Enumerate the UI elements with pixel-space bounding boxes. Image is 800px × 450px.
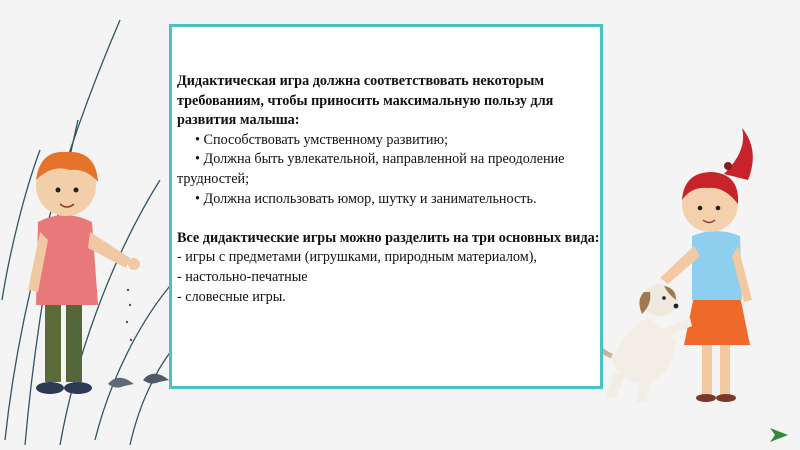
requirement-item: • Должна использовать юмор, шутку и занимательность.: [195, 190, 537, 207]
type-item: - игры с предметами (игрушками, природным материалом),: [177, 249, 537, 266]
boy-hand: [128, 258, 140, 270]
boy-shirt: [36, 215, 98, 305]
girl-illustration: [660, 128, 753, 402]
card-content: [177, 72, 603, 307]
requirement-item: • Способствовать умственному развитию;: [195, 131, 449, 148]
type-item: - настольно-печатные: [177, 268, 308, 285]
paragraph-gap: [177, 209, 603, 229]
girl-skirt: [684, 296, 750, 345]
requirement-item: • Должна быть увлекательной, направленной на преодоление трудностей;: [177, 151, 565, 187]
boy-shoe-right: [64, 382, 92, 394]
boy-leg-left: [45, 300, 61, 382]
dog-illustration: [596, 284, 692, 402]
boy-illustration: [28, 152, 169, 394]
type-item: - словесные игры.: [177, 288, 286, 305]
text-card: [169, 24, 603, 389]
boy-shoe-left: [36, 382, 64, 394]
girl-ponytail: [724, 128, 753, 180]
pigeon-1: [108, 378, 134, 388]
requirements-intro: Дидактическая игра должна соответствовать некоторым требованиям, чтобы приносить максимальную пользу для развития малыша:: [177, 73, 554, 129]
pigeon-2: [143, 374, 169, 384]
types-heading: Все дидактические игры можно разделить на три основных вида:: [177, 229, 600, 246]
next-slide-arrow-icon[interactable]: [768, 426, 790, 444]
boy-leg-right: [66, 300, 82, 382]
